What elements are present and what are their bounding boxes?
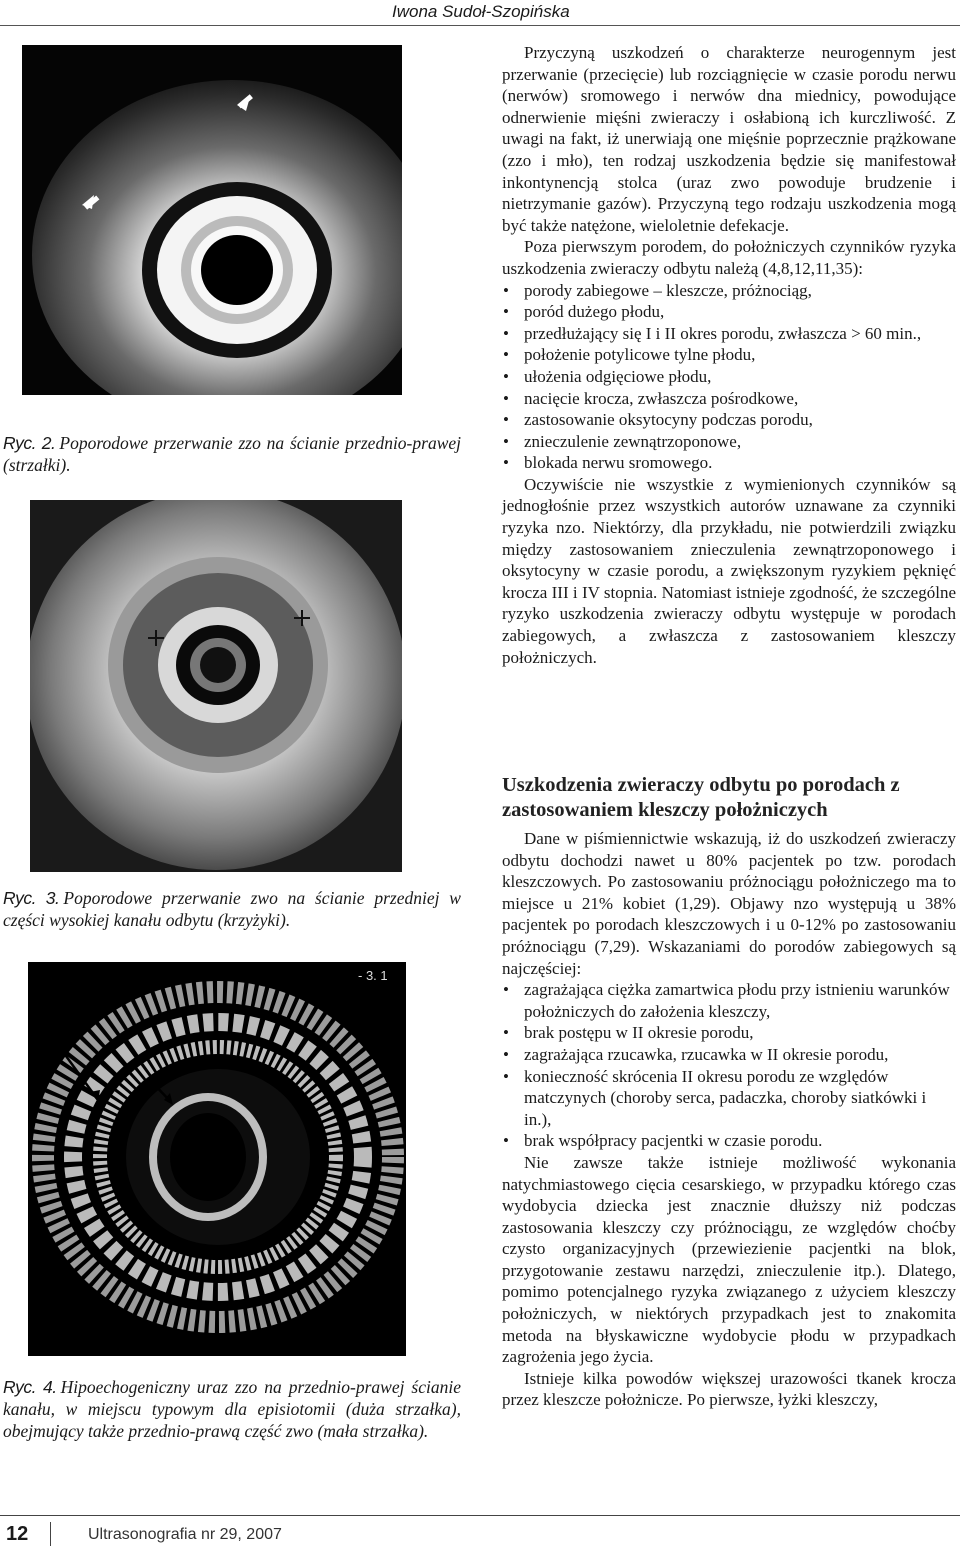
- paragraph-cesarean: Nie zawsze także istnieje możliwość wykonania natychmiastowego cięcia cesarskiego, w przypadku którego czas wydobycia dziecka jest znacznie dłuższy niż podczas zastosowania kleszczy czy próżnociągu, ze względów choćby czysto organizacyjnych (przewiezienie pacjentki na blok, przygotowanie zestawu narzędzi, znieczulenie itp.). Dlatego, pomimo potencjalnego ryzyka związanego z użyciem kleszczy położniczych, w niektórych przypadkach jest to znakomita metoda na błyskawiczne wydobycie płodu w przypadkach zagrożenia jego życia.: [502, 1152, 956, 1367]
- journal-name: Ultrasonografia nr 29, 2007: [88, 1526, 282, 1543]
- list-item: • konieczność skrócenia II okresu porodu ze względów matczynych (choroby serca, padaczka, choroby siatkówki i in.),: [502, 1066, 956, 1131]
- footer-divider: [50, 1522, 51, 1546]
- list-item: • nacięcie krocza, zwłaszcza pośrodkowe,: [502, 388, 956, 410]
- list-item: • zagrażająca rzucawka, rzucawka w II okresie porodu,: [502, 1044, 956, 1066]
- page-number: 12: [6, 1523, 29, 1545]
- header-rule: [0, 25, 960, 26]
- figure-2-ultrasound: [22, 45, 402, 395]
- risk-factors-list: [502, 280, 956, 474]
- footer-rule: [0, 1515, 960, 1516]
- list-item: • znieczulenie zewnątrzoponowe,: [502, 431, 956, 453]
- list-item: • przedłużający się I i II okres porodu, zwłaszcza > 60 min.,: [502, 323, 956, 345]
- body-column-upper: [502, 42, 956, 668]
- paragraph-neurogenic: Przyczyną uszkodzeń o charakterze neurogennym jest przerwanie (przecięcie) lub rozciągnięcie w czasie porodu nerwu (nerwów) sromowego i nerwów dna miednicy, powodujące odnerwienie mięśni zwieraczy i osłabioną ich kurczliwość. Z uwagi na fakt, iż unerwiają one mięśnie poprzecznie prążkowane (zzo i mło), ten rodzaj uszkodzenia będzie się manifestował inkontynencją stolca (uraz zwo powoduje brudzenie i nietrzymanie gazów). Przyczyną tego rodzaju uszkodzenia mogą być także natężone, wieloletnie defekacje.: [502, 43, 956, 235]
- list-item: • zagrażająca ciężka zamartwica płodu przy istnieniu warunków położniczych do założenia kleszczy,: [502, 979, 956, 1022]
- paragraph-consensus: Oczywiście nie wszystkie z wymienionych czynników są jednogłośnie przez wszystkich autorów uznawane za czynniki ryzyka nzo. Niektórzy, dla przykładu, nie potwierdzili związku między zastosowaniem znieczulenia zewnątrzoponowego i oksytocyny w czasie porodu, a zwiększonym ryzykiem pęknięć krocza III i IV stopnia. Natomiast istnieje zgodność, że szczególne ryzyko uszkodzenia zwieraczy odbytu występuje w porodach zabiegowych, a zwłaszcza z zastosowaniem kleszczy położniczych.: [502, 474, 956, 667]
- figure-4-ultrasound: [28, 962, 406, 1356]
- paragraph-forceps-reasons: Istnieje kilka powodów większej urazowości tkanek kroczа przez kleszcze położnicze. Po pierwsze, łyżki kleszczy,: [502, 1368, 956, 1410]
- list-item: • brak współpracy pacjentki w czasie porodu.: [502, 1130, 956, 1152]
- list-item: • położenie potylicowe tylne płodu,: [502, 344, 956, 366]
- paragraph-literature: Dane w piśmiennictwie wskazują, iż do uszkodzeń zwieraczy odbytu dochodzi nawet u 80% pacjentek po tzw. porodach kleszczowych. Po zastosowaniu próżnociągu położniczego ma to miejsce u 21% kobiet (1,29). Objawy nzo występują u 38% pacjentek po porodach kleszczowych i u 0-12% po zastosowaniu próżnociągu (7,29). Wskazaniami do porodów zabiegowych są najczęściej:: [502, 829, 956, 978]
- figure-2-caption: Ryc. 2. Poporodowe przerwanie zzo na ścianie przednio-prawej (strzałki).: [3, 433, 461, 475]
- figure-4-caption: Ryc. 4. Hipoechogeniczny uraz zzo na przednio-prawej ścianie kanału, w miejscu typowym dla episiotomii (duża strzałka), obejmujący także przednio-prawą część zwo (mała strzałka).: [3, 1377, 461, 1441]
- list-item: • brak postępu w II okresie porodu,: [502, 1022, 956, 1044]
- figure-4-scale-label: - 3. 1: [358, 968, 388, 983]
- figure-3-ultrasound: [30, 500, 402, 872]
- list-item: • zastosowanie oksytocyny podczas porodu,: [502, 409, 956, 431]
- list-item: • porody zabiegowe – kleszcze, próżnociąg,: [502, 280, 956, 302]
- list-item: • blokada nerwu sromowego.: [502, 452, 956, 474]
- figure-3-caption: Ryc. 3. Poporodowe przerwanie zwo na ścianie przedniej w części wysokiej kanału odbytu (krzyżyki).: [3, 888, 461, 930]
- section-title: Uszkodzenia zwieraczy odbytu po porodach z zastosowaniem kleszczy położniczych: [502, 774, 900, 821]
- indications-list: [502, 979, 956, 1152]
- body-column-lower: [502, 828, 956, 1411]
- running-header-author: Iwona Sudoł-Szopińska: [392, 2, 570, 21]
- list-item: • ułożenia odgięciowe płodu,: [502, 366, 956, 388]
- paragraph-risk-factors-intro: Poza pierwszym porodem, do położniczych czynników ryzyka uszkodzenia zwieraczy odbytu należą (4,8,12,11,35):: [502, 237, 956, 278]
- list-item: • poród dużego płodu,: [502, 301, 956, 323]
